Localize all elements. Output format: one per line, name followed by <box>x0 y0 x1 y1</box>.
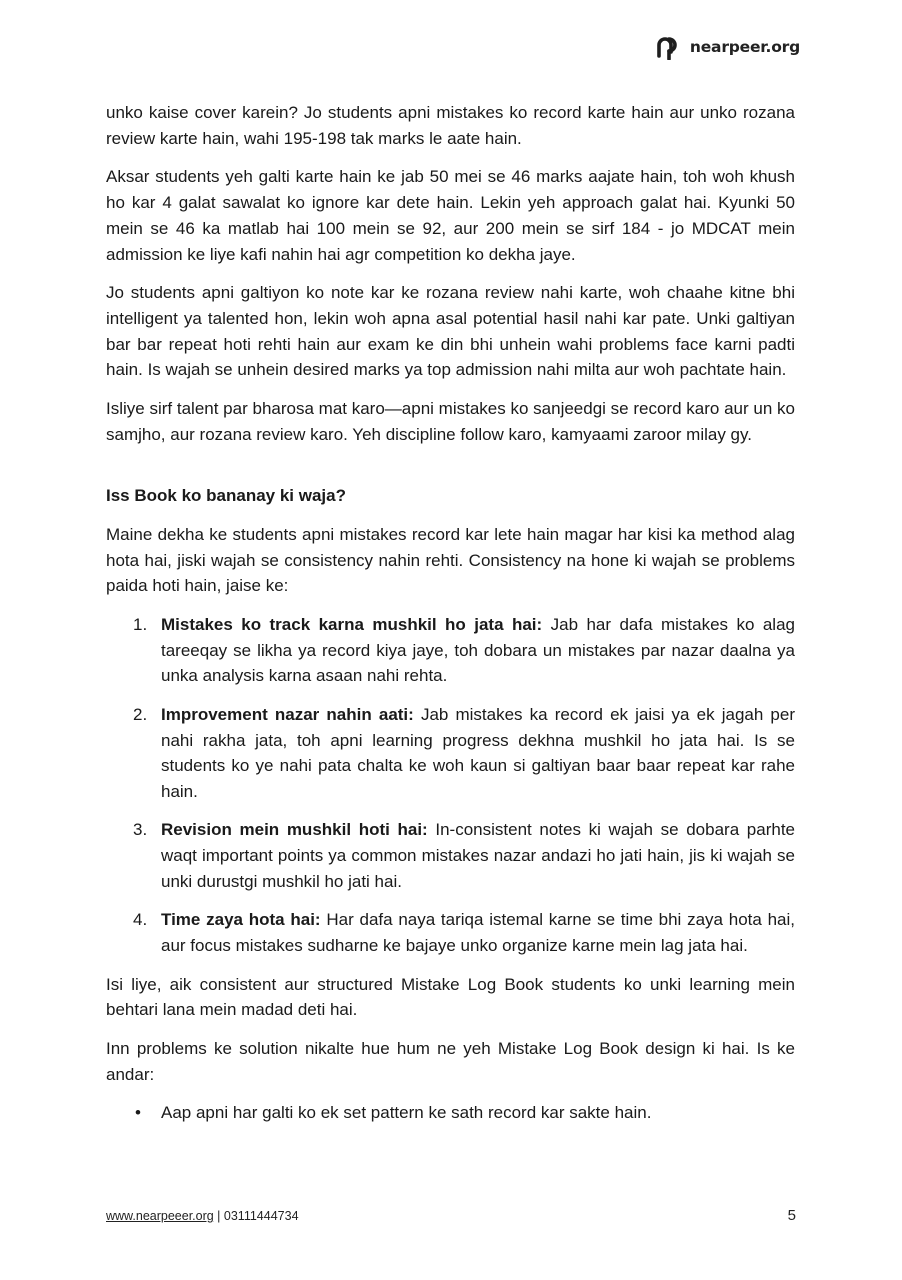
list-item-title: Time zaya hota hai: <box>161 910 321 930</box>
page-number: 5 <box>787 1207 796 1224</box>
paragraph: Isi liye, aik consistent aur structured Mistake Log Book students ko unki learning mein behtari lana mein madad deti hai. <box>106 974 795 1020</box>
bullet-icon: • <box>135 1103 141 1123</box>
bullet-item <box>106 1100 795 1126</box>
footer-website-link[interactable]: www.nearpeeer.org <box>106 1209 214 1223</box>
list-item-text: Jab mistakes ka record ek jaisi ya ek jagah per nahi rakha jata, toh apni learning progress dekhna mushkil ho jata hai. Is se students ko ye nahi pata chalta ke woh kaun si galtiyan baar baar repeat kar rahe hain. <box>161 704 795 802</box>
list-number: 4. <box>133 910 148 930</box>
bullet-text: Aap apni har galti ko ek set pattern ke sath record kar sakte hain. <box>161 1103 652 1123</box>
paragraph: Maine dekha ke students apni mistakes record kar lete hain magar har kisi ka method alag hota hai, jiski wajah se consistency nahin rehti. Consistency na hone ki wajah se problems paida hoti hain, jaise ke: <box>106 524 795 596</box>
header-logo <box>656 34 800 60</box>
list-item <box>106 612 795 689</box>
list-item <box>106 702 795 805</box>
list-item-title: Revision mein mushkil hoti hai: <box>161 820 428 840</box>
nearpeer-logo-icon <box>656 34 684 60</box>
paragraph: Aksar students yeh galti karte hain ke jab 50 mei se 46 marks aajate hain, toh woh khush ho kar 4 galat sawalat ko ignore kar dete hain. Lekin yeh approach galat hai. Kyunki 50 mein se 46 ka matlab hai 100 mein se 92, aur 200 mein se sirf 184 - jo MDCAT mein admission ke liye kafi nahin hai agr competition ko dekha jaye. <box>106 167 795 264</box>
list-item-text: Jab har dafa mistakes ko alag tareeqay se likha ya record kiya jaye, toh dobara un mistakes par nazar daalna ya unka analysis karna asaan nahi rehta. <box>161 614 795 686</box>
list-item-text: Har dafa naya tariqa istemal karne se time bhi zaya hota hai, aur focus mistakes sudharne ke bajaye unko organize karne mein lag jata hai. <box>161 910 795 956</box>
paragraph: Jo students apni galtiyon ko note kar ke rozana review nahi karte, woh chaahe kitne bhi intelligent ya talented hon, lekin woh apna asal potential hasil nahi kar pate. Unki galtiyan bar bar repeat hoti rehti hain aur exam ke din bhi unhein wahi problems face karni padti hain. Is wajah se unhein desired marks ya top admission nahi milta aur woh pachtate hain. <box>106 282 795 380</box>
footer-separator: | <box>213 1209 224 1223</box>
list-item <box>106 907 795 959</box>
brand-name: nearpeer.org <box>689 38 800 56</box>
list-number: 1. <box>133 614 148 634</box>
list-item-text: In-consistent notes ki wajah se dobara parhte waqt important points ya common mistakes nazar andazi ho jati hain, jis ki wajah se unki durustgi mushkil ho jati hai. <box>161 820 795 892</box>
paragraph: unko kaise cover karein? Jo students apni mistakes ko record karte hain aur unko rozana review karte hain, wahi 195-198 tak marks le aate hain. <box>106 103 795 148</box>
page-content <box>106 100 795 1126</box>
bullet-list <box>106 1100 795 1126</box>
paragraph: Isliye sirf talent par bharosa mat karo—apni mistakes ko sanjeedgi se record karo aur un ko samjho, aur rozana review karo. Yeh discipline follow karo, kamyaami zaroor milay gy. <box>106 398 795 444</box>
list-number: 3. <box>133 820 148 840</box>
list-item-title: Mistakes ko track karna mushkil ho jata hai: <box>161 614 543 634</box>
list-item-title: Improvement nazar nahin aati: <box>161 704 414 724</box>
problems-list <box>106 612 795 959</box>
footer-contact <box>106 1209 299 1223</box>
list-item <box>106 817 795 894</box>
paragraph: Inn problems ke solution nikalte hue hum ne yeh Mistake Log Book design ki hai. Is ke andar: <box>106 1038 795 1084</box>
footer-phone: 03111444734 <box>223 1209 299 1223</box>
list-number: 2. <box>133 704 148 724</box>
section-heading: Iss Book ko bananay ki waja? <box>106 486 346 506</box>
